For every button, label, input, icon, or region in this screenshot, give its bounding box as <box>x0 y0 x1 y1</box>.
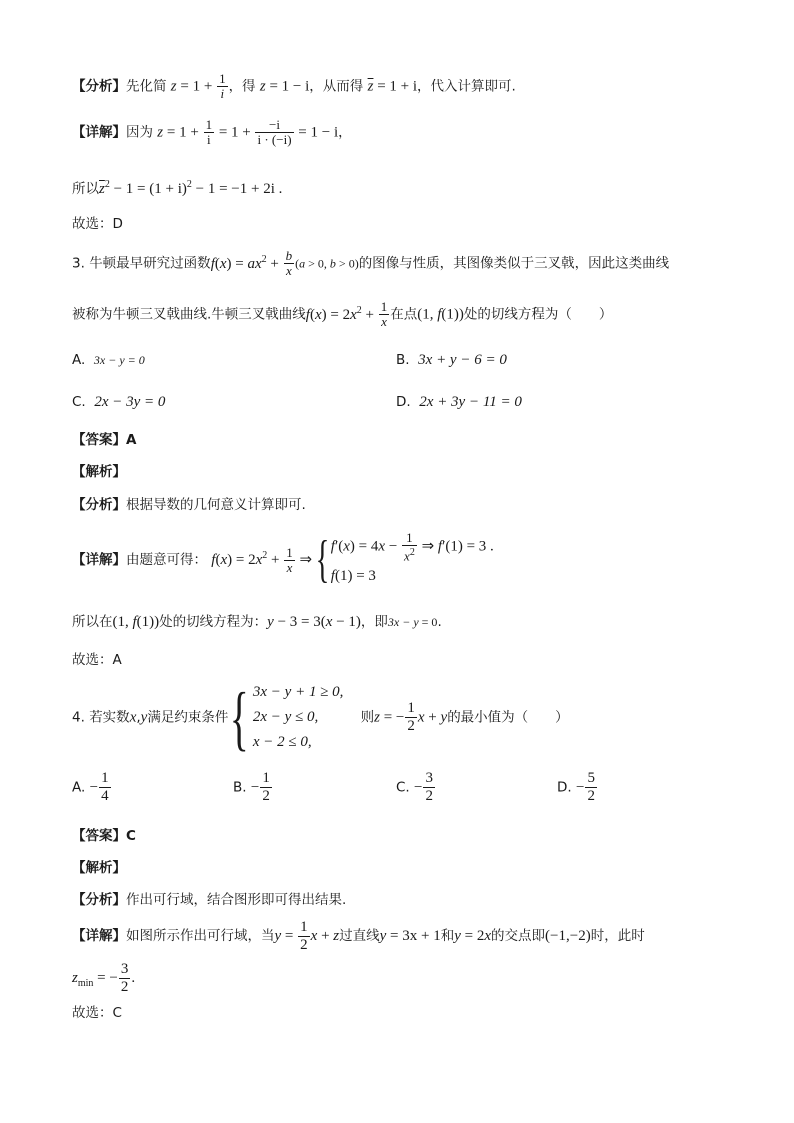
q3-option-a[interactable]: A. 3x − y = 0 <box>72 352 145 368</box>
q4-option-d[interactable]: D. − $\frac{5}{2}$ <box>557 770 595 804</box>
q2-detail-label: 【详解】 <box>72 124 126 141</box>
q4-option-c[interactable]: C. − $\frac{3}{2}$ <box>396 770 433 804</box>
q3-answer: 【答案】A <box>72 432 137 448</box>
q2-choose: 故选：D <box>72 216 123 232</box>
q4-analysis: 【分析】作出可行域，结合图形即可得出结果. <box>72 892 347 908</box>
q4-option-a[interactable]: A. − $\frac{1}{4}$ <box>72 770 109 804</box>
q3-choose: 故选：A <box>72 652 122 668</box>
q2-detail: 【详解】因为 z = 1 + $\frac{1}{i}$ = 1 + $\frac{-i}{i \cdot (-i)}$ = 1 − i， <box>72 117 352 147</box>
q3-option-c[interactable]: C. 2x − 3y = 0 <box>72 394 166 410</box>
q2-so: 所以$\overline{z}^2 - 1 = (1 + i)^2 - 1 = -1 + 2i$ . <box>72 179 283 197</box>
q4-solution-label: 【解析】 <box>72 860 126 876</box>
q4-choose: 故选：C <box>72 1005 122 1021</box>
q3-stem-line2: 被称为牛顿三叉戟曲线.牛顿三叉戟曲线$f(x) = 2x^2$ + $\frac{1}{x}$ 在点(1, f(1))处的切线方程为（ ） <box>72 299 613 329</box>
q2-analysis-label: 【分析】 <box>72 78 126 95</box>
q3-number: 3. <box>72 255 85 272</box>
q3-option-d[interactable]: D. 2x + 3y − 11 = 0 <box>396 394 522 410</box>
q3-stem-line1: 3. 牛顿最早研究过函数$f(x) = ax^2$ + $\frac{b}{x}$ (a > 0, b > 0)的图像与性质，其图像类似于三叉戟，因此这类曲线 <box>72 248 670 278</box>
q2-analysis: 【分析】先化简 z = 1 + $\frac{1}{i}$ ，得 z = 1 − i，从而得 $\overline{z} = 1 + i$，代入计算即可. <box>72 71 516 101</box>
q4-zmin: $z_{min}$ = − $\frac{3}{2}$ . <box>72 960 136 995</box>
q4-detail: 【详解】如图所示作出可行域，当y = $\frac{1}{2}$ x + z过直线y = 3x + 1和y = 2x的交点即(−1,−2)时，此时 <box>72 918 645 953</box>
q4-answer: 【答案】C <box>72 828 136 844</box>
q3-option-b[interactable]: B. 3x + y − 6 = 0 <box>396 352 507 368</box>
q3-so: 所以在(1, f(1))处的切线方程为：y − 3 = 3(x − 1)，即3x − y = 0. <box>72 614 442 630</box>
q3-solution-label: 【解析】 <box>72 464 126 480</box>
q4-constraints: 3x − y + 1 ≥ 0, 2x − y ≤ 0, x − 2 ≤ 0, <box>252 684 344 750</box>
q4-stem: 4. 若实数x,y满足约束条件{ 3x − y + 1 ≥ 0, 2x − y ≤ 0, x − 2 ≤ 0, 则z = − $\frac{1}{2}$ x + y的最小值为（ ） <box>72 677 569 758</box>
q4-number: 4. <box>72 709 85 726</box>
q4-option-b[interactable]: B. − $\frac{1}{2}$ <box>233 770 270 804</box>
q3-detail: 【详解】由题意可得： $f(x) = 2x^2$ + $\frac{1}{x}$ ⇒ { f′(x) = 4x − $\frac{1}{x^2}$ ⇒ f′(1) = 3 . f(1) = 3 <box>72 530 494 588</box>
q3-analysis: 【分析】根据导数的几何意义计算即可. <box>72 497 306 513</box>
